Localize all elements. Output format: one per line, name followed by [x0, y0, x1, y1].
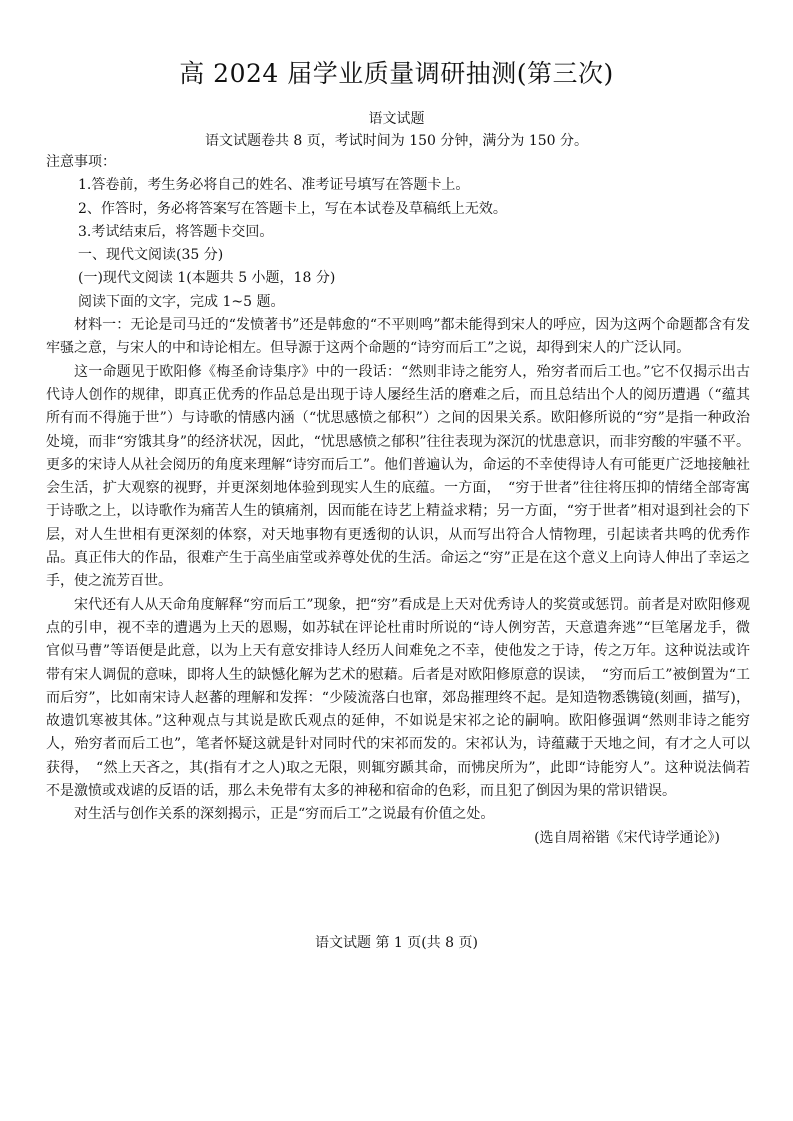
page-footer: 语文试题 第 1 页(共 8 页)	[315, 935, 478, 951]
material-paragraph: 宋代还有人从天命角度解释“穷而后工”现象，把“穷”看成是上天对优秀诗人的奖赏或惩罚。前者是对欧阳修观点的引申，视不幸的遭遇为上天的恩赐，如苏轼在评论杜甫时所说的“诗人例穷苦，天意遣奔逃”“巨笔屠龙手，微官似马曹”等语便是此意，以为上天有意安排诗人经历人间难免之不幸，使他发之于诗，传之万年。这种说法或许带有宋人调侃的意味，即将人生的缺憾化解为艺术的慰藉。后者是对欧阳修原意的误读， “穷而后工”被倒置为“工而后穷”，比如南宋诗人赵蕃的理解和发挥：“少陵流落白也窜，郊岛摧理终不起。是知造物悉镌镜(刻画，描写)，故遗饥寒被其体。”这种观点与其说是欧氏观点的延伸，不如说是宋祁之论的嗣响。欧阳修强调“然则非诗之能穷人，殆穷者而后工也”，笔者怀疑这就是针对同时代的宋祁而发的。宋祁认为，诗蕴藏于天地之间，有才之人可以获得， “然上天吝之，其(指有才之人)取之无限，则辄穷踬其命，而怫戾所为”，此即“诗能穷人”。这种说法倘若不是激愤或戏谑的反语的话，那么未免带有太多的神秘和宿命的色彩，而且犯了倒因为果的常识错误。	[46, 596, 750, 800]
material-source: (选自周裕锴《宋代诗学通论》)	[534, 829, 720, 846]
exam-body	[46, 151, 750, 850]
material-paragraph: 对生活与创作关系的深刻揭示，正是“穷而后工”之说最有价值之处。	[74, 806, 495, 823]
material-paragraph: 这一命题见于欧阳修《梅圣俞诗集序》中的一段话：“然则非诗之能穷人，殆穷者而后工也。”它不仅揭示出古代诗人创作的规律，即真正优秀的作品总是出现于诗人屡经生活的磨难之后，而且总结出个人的阅历遭遇（“蕴其所有而不得施于世”）与诗歌的情感内涵（“忧思感愤之郁积”）之间的因果关系。欧阳修所说的“穷”是指一种政治处境，而非“穷饿其身”的经济状况，因此，“忧思感愤之郁积”往往表现为深沉的忧患意识，而非穷酸的牢骚不平。更多的宋诗人从社会阅历的角度来理解“诗穷而后工”。他们普遍认为，命运的不幸使得诗人有可能更广泛地接触社会生活，扩大观察的视野，并更深刻地体验到现实人生的底蕴。一方面， “穷于世者”往往将压抑的情绪全部寄寓于诗歌之上，以诗歌作为痛苦人生的镇痛剂，因而能在诗艺上精益求精；另一方面，“穷于世者”相对退到社会的下层，对人生世相有更深刻的体察，对天地事物有更透彻的认识，从而写出符合人情物理，引起读者共鸣的优秀作品。真正伟大的作品，很难产生于高坐庙堂或养尊处优的生活。命运之“穷”正是在这个意义上向诗人伸出了幸运之手，使之流芳百世。	[46, 363, 750, 590]
section-subheading: (一)现代文阅读 1(本题共 5 小题，18 分)	[78, 270, 336, 287]
exam-title: 高 2024 届学业质量调研抽测(第三次)	[179, 59, 614, 88]
exam-info: 语文试题卷共 8 页，考试时间为 150 分钟，满分为 150 分。	[204, 133, 589, 149]
section-instruction: 阅读下面的文字，完成 1~5 题。	[78, 293, 285, 310]
subject-label: 语文试题	[368, 111, 425, 127]
notice-item: 3.考试结束后，将答题卡交回。	[78, 223, 274, 240]
notice-heading: 注意事项：	[46, 154, 116, 170]
notice-item: 2、作答时，务必将答案写在答题卡上，写在本试卷及草稿纸上无效。	[78, 200, 507, 217]
notice-item: 1.答卷前，考生务必将自己的姓名、准考证号填写在答题卡上。	[78, 177, 470, 194]
section-heading: 一、现代文阅读(35 分)	[78, 247, 224, 264]
material-paragraph: 材料一：无论是司马迁的“发愤著书”还是韩愈的“不平则鸣”都未能得到宋人的呼应，因为这两个命题都含有发牢骚之意，与宋人的中和诗论相左。但导源于这两个命题的“诗穷而后工”之说，却得到宋人的广泛认同。	[46, 317, 750, 357]
